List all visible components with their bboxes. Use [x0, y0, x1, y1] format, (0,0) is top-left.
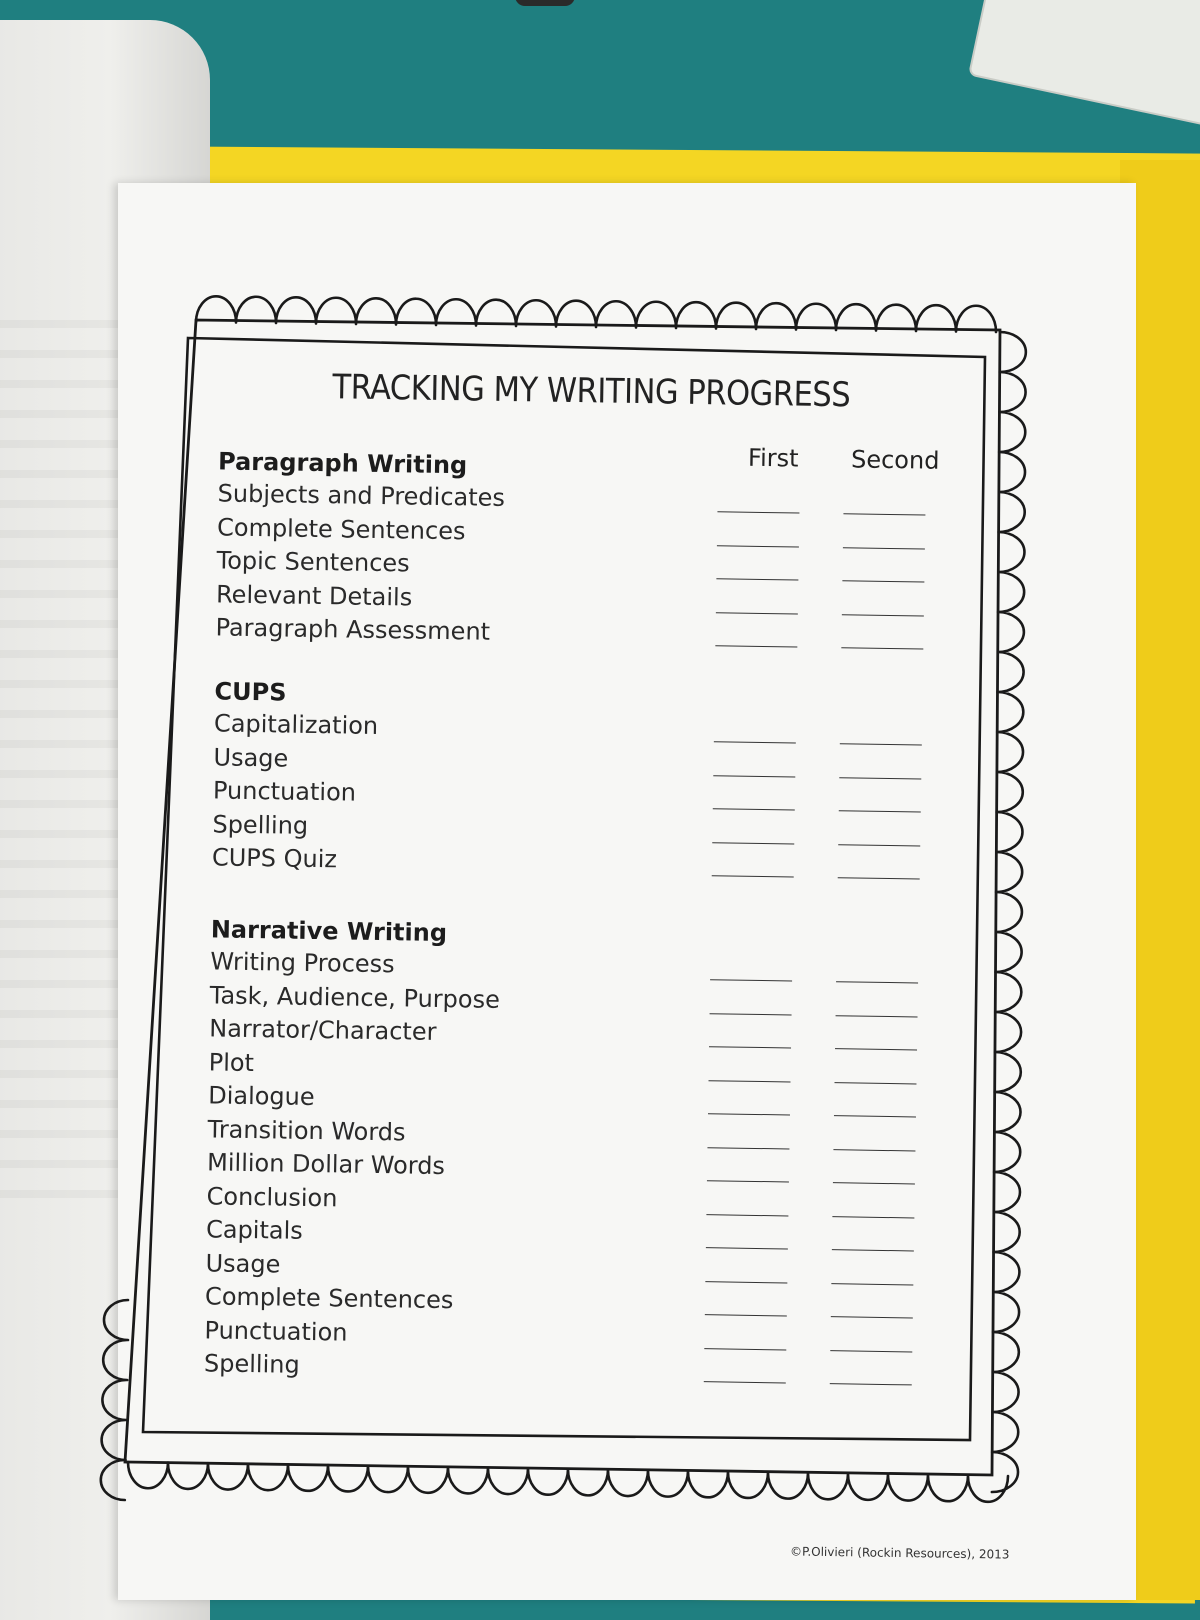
section-paragraph-writing	[215, 445, 778, 653]
column-header-second: Second	[850, 445, 940, 475]
item-label: Narrator/Character	[209, 1014, 437, 1046]
second-blank[interactable]	[843, 547, 925, 549]
section-title: Paragraph Writing	[217, 447, 468, 480]
second-blank[interactable]	[838, 844, 920, 846]
second-blank[interactable]	[832, 1216, 914, 1218]
item-label: Capitals	[205, 1215, 303, 1245]
item-label: Plot	[208, 1047, 255, 1077]
first-blank[interactable]	[705, 1314, 787, 1316]
second-blank[interactable]	[830, 1350, 912, 1352]
first-blank[interactable]	[716, 578, 798, 580]
section-narrative-writing	[204, 913, 771, 1389]
first-blank[interactable]	[704, 1381, 786, 1383]
sheet-title: TRACKING MY WRITING PROGRESS	[332, 367, 851, 416]
first-blank[interactable]	[710, 979, 792, 981]
item-label: Punctuation	[212, 776, 357, 807]
first-blank[interactable]	[715, 645, 797, 647]
second-blank[interactable]	[834, 1115, 916, 1117]
tracking-sheet	[175, 345, 992, 1437]
item-label: Capitalization	[213, 709, 379, 740]
second-blank[interactable]	[836, 981, 918, 983]
first-blank[interactable]	[716, 612, 798, 614]
item-label: Subjects and Predicates	[217, 479, 506, 512]
second-blank[interactable]	[839, 777, 921, 779]
second-blank[interactable]	[830, 1383, 912, 1385]
item-label: Conclusion	[206, 1181, 338, 1212]
item-label: Transition Words	[207, 1114, 406, 1146]
copyright-notice: ©P.Olivieri (Rockin Resources), 2013	[789, 1544, 1010, 1562]
second-blank[interactable]	[831, 1283, 913, 1285]
second-blank[interactable]	[840, 743, 922, 745]
first-blank[interactable]	[713, 775, 795, 777]
item-label: Punctuation	[204, 1315, 348, 1347]
first-blank[interactable]	[713, 808, 795, 810]
second-blank[interactable]	[835, 1048, 917, 1050]
first-blank[interactable]	[708, 1113, 790, 1115]
first-blank[interactable]	[704, 1348, 786, 1350]
second-blank[interactable]	[842, 614, 924, 616]
section-cups	[212, 675, 775, 883]
first-blank[interactable]	[712, 875, 794, 877]
first-blank[interactable]	[709, 1080, 791, 1082]
item-label: Spelling	[212, 809, 309, 840]
item-label: Usage	[205, 1248, 281, 1278]
second-blank[interactable]	[832, 1249, 914, 1251]
item-label: Writing Process	[210, 947, 395, 979]
item-label: Million Dollar Words	[206, 1148, 446, 1181]
first-blank[interactable]	[706, 1247, 788, 1249]
column-header-first: First	[747, 443, 799, 473]
second-blank[interactable]	[834, 1082, 916, 1084]
second-blank[interactable]	[839, 810, 921, 812]
first-blank[interactable]	[717, 545, 799, 547]
second-blank[interactable]	[831, 1316, 913, 1318]
item-label: Complete Sentences	[216, 512, 466, 545]
section-title: Narrative Writing	[210, 915, 448, 948]
first-blank[interactable]	[712, 842, 794, 844]
section-title: CUPS	[214, 677, 287, 707]
item-label: CUPS Quiz	[211, 843, 338, 874]
first-blank[interactable]	[717, 511, 799, 513]
first-blank[interactable]	[709, 1046, 791, 1048]
item-label: Dialogue	[207, 1081, 315, 1112]
item-label: Complete Sentences	[204, 1282, 454, 1315]
second-blank[interactable]	[838, 877, 920, 879]
second-blank[interactable]	[841, 647, 923, 649]
first-blank[interactable]	[707, 1147, 789, 1149]
second-blank[interactable]	[833, 1149, 915, 1151]
item-label: Topic Sentences	[216, 546, 410, 578]
second-blank[interactable]	[843, 513, 925, 515]
first-blank[interactable]	[705, 1281, 787, 1283]
second-blank[interactable]	[833, 1182, 915, 1184]
first-blank[interactable]	[710, 1013, 792, 1015]
item-label: Task, Audience, Purpose	[209, 980, 501, 1014]
second-blank[interactable]	[836, 1015, 918, 1017]
item-label: Usage	[213, 742, 289, 773]
first-blank[interactable]	[707, 1180, 789, 1182]
item-label: Paragraph Assessment	[215, 613, 491, 646]
first-blank[interactable]	[714, 741, 796, 743]
item-label: Spelling	[203, 1349, 300, 1379]
first-blank[interactable]	[706, 1214, 788, 1216]
second-blank[interactable]	[842, 580, 924, 582]
item-label: Relevant Details	[215, 579, 413, 611]
